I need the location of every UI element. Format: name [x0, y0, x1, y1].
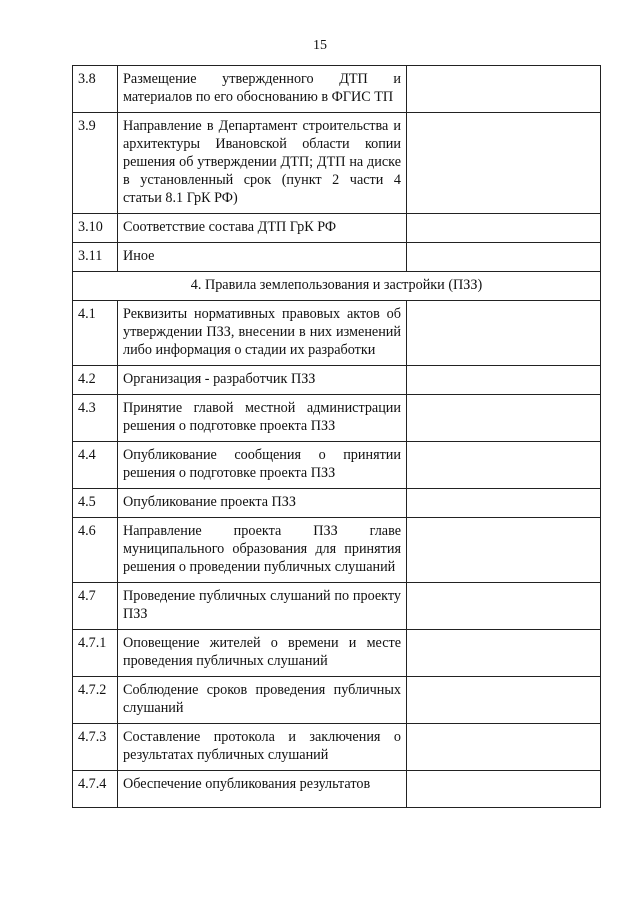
row-number: 4.1 [73, 301, 118, 366]
table-row [73, 66, 601, 113]
row-description: Составление протокола и заключения о результатах публичных слушаний [118, 724, 407, 771]
row-description: Опубликование проекта ПЗЗ [118, 489, 407, 518]
row-description: Обеспечение опубликования результатов [118, 771, 407, 808]
table-row [73, 395, 601, 442]
row-value-cell [407, 771, 601, 808]
row-value-cell [407, 583, 601, 630]
table-row [73, 630, 601, 677]
row-description: Опубликование сообщения о принятии решения о подготовке проекта ПЗЗ [118, 442, 407, 489]
table-row [73, 583, 601, 630]
row-number: 4.7.3 [73, 724, 118, 771]
table-row [73, 724, 601, 771]
row-number: 4.4 [73, 442, 118, 489]
table-row [73, 113, 601, 214]
table-row [73, 301, 601, 366]
table-row [73, 243, 601, 272]
row-value-cell [407, 630, 601, 677]
row-number: 4.7.4 [73, 771, 118, 808]
row-value-cell [407, 395, 601, 442]
row-value-cell [407, 677, 601, 724]
section-heading-row [73, 272, 601, 301]
row-value-cell [407, 214, 601, 243]
table-row [73, 366, 601, 395]
row-number: 4.7 [73, 583, 118, 630]
row-value-cell [407, 243, 601, 272]
section-heading: 4. Правила землепользования и застройки (ПЗЗ) [73, 272, 601, 301]
page-number: 15 [313, 38, 327, 53]
row-description: Оповещение жителей о времени и месте проведения публичных слушаний [118, 630, 407, 677]
row-number: 4.7.1 [73, 630, 118, 677]
row-value-cell [407, 66, 601, 113]
row-number: 4.2 [73, 366, 118, 395]
row-value-cell [407, 518, 601, 583]
row-number: 3.11 [73, 243, 118, 272]
row-description: Направление проекта ПЗЗ главе муниципального образования для принятия решения о проведении публичных слушаний [118, 518, 407, 583]
row-description: Проведение публичных слушаний по проекту ПЗЗ [118, 583, 407, 630]
table-row [73, 442, 601, 489]
table-row [73, 489, 601, 518]
row-value-cell [407, 724, 601, 771]
row-value-cell [407, 366, 601, 395]
row-number: 4.5 [73, 489, 118, 518]
row-description: Размещение утвержденного ДТП и материалов по его обоснованию в ФГИС ТП [118, 66, 407, 113]
row-value-cell [407, 442, 601, 489]
row-value-cell [407, 489, 601, 518]
row-description: Направление в Департамент строительства и архитектуры Ивановской области копии решения об утверждении ДТП; ДТП на диске в установленный срок (пункт 2 части 4 статьи 8.1 ГрК РФ) [118, 113, 407, 214]
row-description: Реквизиты нормативных правовых актов об утверждении ПЗЗ, внесении в них изменений либо информация о стадии их разработки [118, 301, 407, 366]
row-number: 3.10 [73, 214, 118, 243]
row-description: Иное [118, 243, 407, 272]
row-description: Принятие главой местной администрации решения о подготовке проекта ПЗЗ [118, 395, 407, 442]
row-number: 3.8 [73, 66, 118, 113]
table-row [73, 771, 601, 808]
checklist-table [72, 65, 601, 808]
row-description: Организация - разработчик ПЗЗ [118, 366, 407, 395]
row-description: Соответствие состава ДТП ГрК РФ [118, 214, 407, 243]
row-value-cell [407, 301, 601, 366]
table-row [73, 214, 601, 243]
row-number: 4.6 [73, 518, 118, 583]
row-number: 4.3 [73, 395, 118, 442]
row-value-cell [407, 113, 601, 214]
row-description: Соблюдение сроков проведения публичных слушаний [118, 677, 407, 724]
row-number: 4.7.2 [73, 677, 118, 724]
table-row [73, 518, 601, 583]
row-number: 3.9 [73, 113, 118, 214]
table-row [73, 677, 601, 724]
